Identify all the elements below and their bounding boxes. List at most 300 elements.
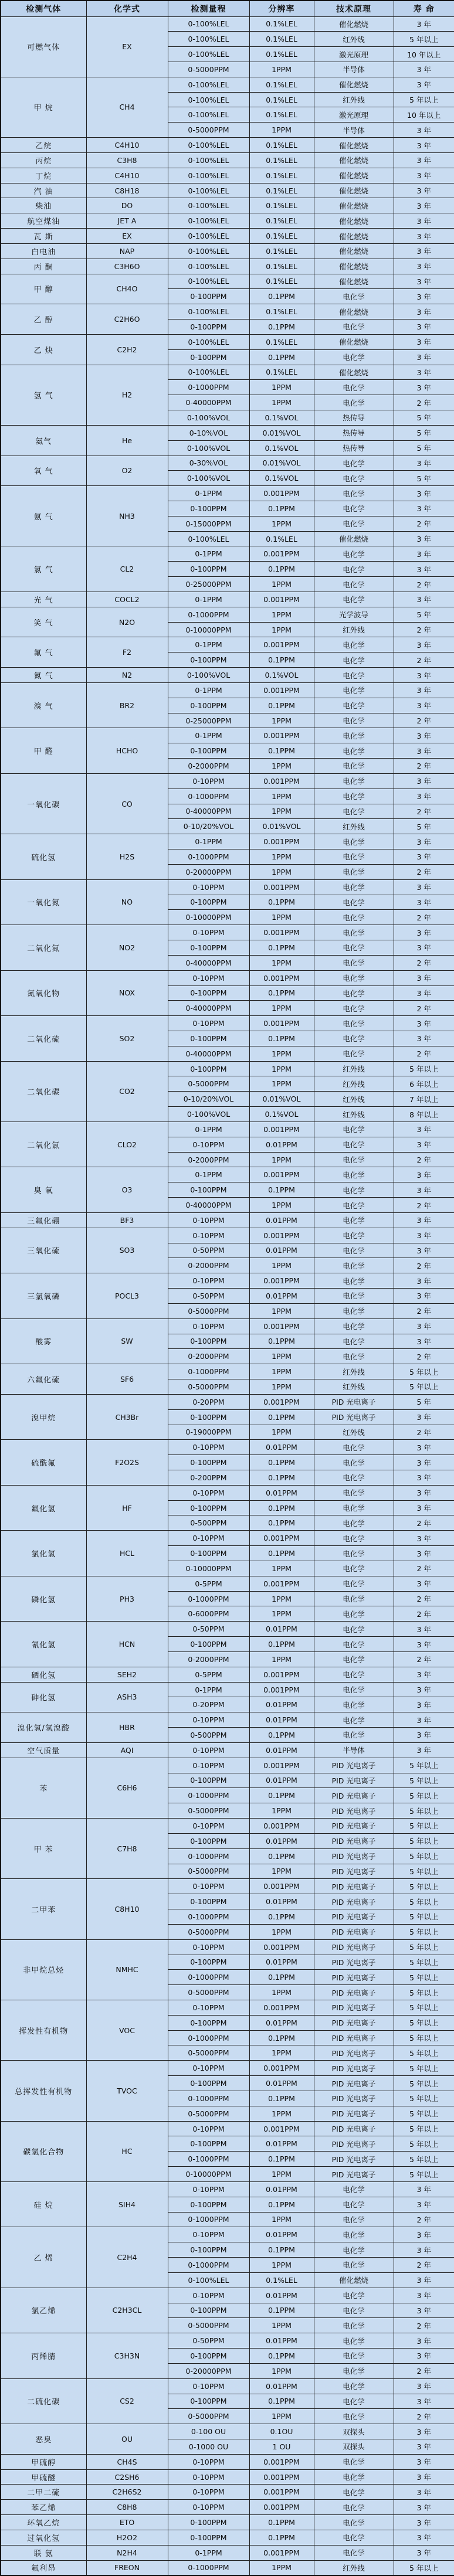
resolution-cell: 0.001PPM	[249, 1122, 314, 1137]
table-row	[1, 1531, 454, 1546]
lifespan-cell: 5 年以上	[394, 1894, 454, 1909]
range-cell: 0-20000PPM	[168, 864, 249, 879]
table-row	[1, 925, 454, 940]
principle-cell: 电化学	[314, 1122, 394, 1137]
formula-cell: CH4	[86, 77, 168, 137]
lifespan-cell: 2 年	[394, 577, 454, 592]
resolution-cell: 0.001PPM	[249, 1318, 314, 1334]
resolution-cell: 0.001PPM	[249, 1819, 314, 1834]
gas-name-cell: 二氧化硫	[1, 1016, 86, 1061]
range-cell: 0-1000PPM	[168, 380, 249, 395]
range-cell: 0-100%LEL	[168, 92, 249, 107]
principle-cell: 电化学	[314, 1440, 394, 1455]
principle-cell: 电化学	[314, 2258, 394, 2273]
gas-name-cell: 氯乙烯	[1, 2288, 86, 2333]
formula-cell: C2H6O	[86, 304, 168, 335]
gas-name-cell: 二氧化碳	[1, 1061, 86, 1122]
range-cell: 0-25000PPM	[168, 577, 249, 592]
lifespan-cell: 5 年以上	[394, 1803, 454, 1819]
principle-cell: 红外线	[314, 1092, 394, 1107]
resolution-cell: 1PPM	[249, 123, 314, 138]
range-cell: 0-5000PPM	[168, 1379, 249, 1395]
lifespan-cell: 3 年	[394, 1485, 454, 1500]
principle-cell: 半导体	[314, 62, 394, 77]
principle-cell: 电化学	[314, 1243, 394, 1258]
formula-cell: SW	[86, 1318, 168, 1364]
lifespan-cell: 3 年	[394, 1667, 454, 1682]
resolution-cell: 0.01%VOL	[249, 819, 314, 834]
gas-name-cell: 氮氧化物	[1, 970, 86, 1015]
resolution-cell: 1PPM	[249, 607, 314, 622]
resolution-cell: 0.1PPM	[249, 1031, 314, 1046]
resolution-cell: 1PPM	[249, 1561, 314, 1576]
resolution-cell: 0.1%VOL	[249, 1107, 314, 1122]
table-row	[1, 2061, 454, 2076]
principle-cell: 电化学	[314, 1455, 394, 1470]
gas-name-cell: 汽 油	[1, 183, 86, 198]
lifespan-cell: 3 年	[394, 2500, 454, 2515]
lifespan-cell: 3 年	[394, 1289, 454, 1304]
range-cell: 0-100PPM	[168, 985, 249, 1001]
gas-name-cell: 二氧化氮	[1, 925, 86, 970]
lifespan-cell: 3 年	[394, 77, 454, 92]
gas-name-cell: 笑 气	[1, 607, 86, 637]
lifespan-cell: 3 年	[394, 789, 454, 804]
formula-cell: N2H4	[86, 2545, 168, 2560]
principle-cell: 电化学	[314, 1167, 394, 1182]
range-cell: 0-1PPM	[168, 486, 249, 501]
range-cell: 0-100PPM	[168, 2394, 249, 2409]
formula-cell: CH4O	[86, 274, 168, 304]
formula-cell: NMHC	[86, 1939, 168, 2000]
table-row	[1, 2515, 454, 2530]
lifespan-cell: 5 年	[394, 410, 454, 426]
range-cell: 0-100PPM	[168, 320, 249, 335]
principle-cell: 电化学	[314, 289, 394, 304]
formula-cell: He	[86, 425, 168, 456]
resolution-cell: 0.01PPM	[249, 1137, 314, 1152]
lifespan-cell: 5 年以上	[394, 92, 454, 107]
table-row	[1, 2000, 454, 2015]
lifespan-cell: 3 年	[394, 2378, 454, 2394]
resolution-cell: 0.1PPM	[249, 653, 314, 668]
table-row	[1, 2485, 454, 2500]
range-cell: 0-1PPM	[168, 1122, 249, 1137]
lifespan-cell: 5 年以上	[394, 2000, 454, 2015]
resolution-cell: 0.1%LEL	[249, 259, 314, 274]
lifespan-cell: 3 年	[394, 849, 454, 865]
range-cell: 0-100%LEL	[168, 152, 249, 168]
formula-cell: F2	[86, 637, 168, 668]
range-cell: 0-100PPM	[168, 349, 249, 365]
principle-cell: 电化学	[314, 759, 394, 774]
principle-cell: 热传导	[314, 410, 394, 426]
range-cell: 0-100PPM	[168, 2015, 249, 2030]
resolution-cell: 0.1PPM	[249, 2349, 314, 2364]
lifespan-cell: 5 年以上	[394, 2061, 454, 2076]
principle-cell: PID 光电离子	[314, 2136, 394, 2152]
principle-cell: 电化学	[314, 1152, 394, 1167]
range-cell: 0-30%VOL	[168, 456, 249, 471]
lifespan-cell: 3 年	[394, 562, 454, 577]
lifespan-cell: 3 年	[394, 1728, 454, 1743]
principle-cell: 电化学	[314, 2303, 394, 2318]
resolution-cell: 0.1PPM	[249, 1788, 314, 1803]
lifespan-cell: 3 年	[394, 682, 454, 698]
lifespan-cell: 3 年	[394, 1531, 454, 1546]
gas-name-cell: 酸雾	[1, 1318, 86, 1364]
gas-name-cell: 氦气	[1, 425, 86, 456]
range-cell: 0-1PPM	[168, 728, 249, 743]
table-row	[1, 1167, 454, 1182]
gas-name-cell: 过氧化氢	[1, 2530, 86, 2545]
gas-name-cell: 六氟化硫	[1, 1364, 86, 1395]
principle-cell: 电化学	[314, 728, 394, 743]
formula-cell: H2S	[86, 834, 168, 879]
resolution-cell: 0.1PPM	[249, 320, 314, 335]
principle-cell: 催化燃烧	[314, 16, 394, 32]
lifespan-cell: 3 年	[394, 1500, 454, 1515]
lifespan-cell: 3 年	[394, 1409, 454, 1425]
principle-cell: 电化学	[314, 1334, 394, 1349]
lifespan-cell: 5 年以上	[394, 2152, 454, 2167]
principle-cell: 电化学	[314, 349, 394, 365]
resolution-cell: 0.001PPM	[249, 1939, 314, 1955]
principle-cell: 红外线	[314, 1379, 394, 1395]
principle-cell: 电化学	[314, 773, 394, 789]
lifespan-cell: 3 年	[394, 773, 454, 789]
resolution-cell: 0.01PPM	[249, 2333, 314, 2349]
resolution-cell: 1PPM	[249, 1864, 314, 1879]
table-row	[1, 668, 454, 683]
gas-name-cell: 氯化氢	[1, 1531, 86, 1576]
gas-name-cell: 非甲烷总烃	[1, 1939, 86, 2000]
lifespan-cell: 3 年	[394, 743, 454, 759]
range-cell: 0-1000PPM	[168, 1788, 249, 1803]
range-cell: 0-100PPM	[168, 2303, 249, 2318]
gas-name-cell: 乙烷	[1, 138, 86, 153]
formula-cell: C3H6O	[86, 259, 168, 274]
range-cell: 0-10PPM	[168, 2121, 249, 2136]
principle-cell: 红外线	[314, 1076, 394, 1092]
formula-cell: HCL	[86, 1531, 168, 1576]
principle-cell: 催化燃烧	[314, 138, 394, 153]
resolution-cell: 0.01PPM	[249, 2288, 314, 2303]
principle-cell: 电化学	[314, 2545, 394, 2560]
principle-cell: PID 光电离子	[314, 2045, 394, 2061]
principle-cell: PID 光电离子	[314, 2121, 394, 2136]
principle-cell: 电化学	[314, 501, 394, 516]
resolution-cell: 0.1PPM	[249, 2030, 314, 2045]
principle-cell: 电化学	[314, 2409, 394, 2424]
range-cell: 0-10000PPM	[168, 2167, 249, 2182]
table-row	[1, 213, 454, 229]
range-cell: 0-500PPM	[168, 1515, 249, 1531]
principle-cell: PID 光电离子	[314, 1879, 394, 1894]
principle-cell: 电化学	[314, 380, 394, 395]
lifespan-cell: 3 年	[394, 895, 454, 910]
formula-cell: C2H3CL	[86, 2288, 168, 2333]
formula-cell: NO	[86, 879, 168, 925]
resolution-cell: 1PPM	[249, 1303, 314, 1318]
formula-cell: POCL3	[86, 1273, 168, 1318]
principle-cell: PID 光电离子	[314, 1394, 394, 1409]
lifespan-cell: 5 年以上	[394, 1848, 454, 1864]
principle-cell: 电化学	[314, 2515, 394, 2530]
lifespan-cell: 3 年	[394, 970, 454, 985]
resolution-cell: 1PPM	[249, 1924, 314, 1939]
gas-name-cell: 丙烯腈	[1, 2333, 86, 2378]
table-row	[1, 2454, 454, 2469]
lifespan-cell: 2 年	[394, 1303, 454, 1318]
gas-name-cell: 柴油	[1, 198, 86, 213]
range-cell: 0-100PPM	[168, 1955, 249, 1970]
lifespan-cell: 5 年以上	[394, 2091, 454, 2106]
principle-cell: 催化燃烧	[314, 2272, 394, 2288]
range-cell: 0-5PPM	[168, 1576, 249, 1591]
column-header-gas: 检测气体	[1, 1, 86, 16]
range-cell: 0-10PPM	[168, 1440, 249, 1455]
lifespan-cell: 5 年以上	[394, 1879, 454, 1894]
table-row	[1, 1819, 454, 1834]
gas-name-cell: 二甲苯	[1, 1879, 86, 1939]
principle-cell: 双探头	[314, 2439, 394, 2455]
resolution-cell: 0.001PPM	[249, 2454, 314, 2469]
table-row	[1, 2500, 454, 2515]
formula-cell: OU	[86, 2424, 168, 2455]
resolution-cell: 1PPM	[249, 910, 314, 925]
resolution-cell: 0.001PPM	[249, 546, 314, 562]
range-cell: 0-100PPM	[168, 1546, 249, 1561]
resolution-cell: 1PPM	[249, 1061, 314, 1076]
gas-name-cell: 可燃气体	[1, 16, 86, 77]
principle-cell: 双探头	[314, 2424, 394, 2439]
lifespan-cell: 5 年以上	[394, 1924, 454, 1939]
table-row	[1, 728, 454, 743]
range-cell: 0-2000PPM	[168, 1349, 249, 1364]
range-cell: 0-1PPM	[168, 1167, 249, 1182]
lifespan-cell: 3 年	[394, 243, 454, 259]
resolution-cell: 0.1%LEL	[249, 229, 314, 244]
range-cell: 0-1000PPM	[168, 2152, 249, 2167]
principle-cell: 电化学	[314, 2454, 394, 2469]
lifespan-cell: 3 年	[394, 274, 454, 289]
table-row	[1, 1667, 454, 1682]
principle-cell: 电化学	[314, 864, 394, 879]
table-row	[1, 879, 454, 895]
resolution-cell: 1PPM	[249, 395, 314, 410]
formula-cell: CS2	[86, 2378, 168, 2424]
formula-cell: SIH4	[86, 2181, 168, 2227]
principle-cell: PID 光电离子	[314, 1788, 394, 1803]
gas-name-cell: 三氯氧磷	[1, 1273, 86, 1318]
table-row	[1, 425, 454, 440]
principle-cell: 催化燃烧	[314, 304, 394, 320]
principle-cell: 电化学	[314, 1531, 394, 1546]
table-row	[1, 1061, 454, 1076]
column-header-lifespan: 寿 命	[394, 1, 454, 16]
principle-cell: 电化学	[314, 834, 394, 849]
formula-cell: O2	[86, 456, 168, 486]
principle-cell: 半导体	[314, 123, 394, 138]
resolution-cell: 0.1PPM	[249, 1470, 314, 1486]
resolution-cell: 0.1PPM	[249, 1182, 314, 1198]
principle-cell: PID 光电离子	[314, 1864, 394, 1879]
table-row	[1, 682, 454, 698]
lifespan-cell: 3 年	[394, 349, 454, 365]
formula-cell: SF6	[86, 1364, 168, 1395]
principle-cell: 电化学	[314, 879, 394, 895]
range-cell: 0-100%LEL	[168, 16, 249, 32]
formula-cell: EX	[86, 16, 168, 77]
lifespan-cell: 5 年	[394, 1394, 454, 1409]
table-row	[1, 274, 454, 289]
formula-cell: CH3Br	[86, 1394, 168, 1439]
range-cell: 0-2000PPM	[168, 759, 249, 774]
resolution-cell: 0.001PPM	[249, 879, 314, 895]
lifespan-cell: 3 年	[394, 1697, 454, 1712]
lifespan-cell: 3 年	[394, 380, 454, 395]
table-row	[1, 486, 454, 501]
principle-cell: 电化学	[314, 2394, 394, 2409]
principle-cell: 电化学	[314, 1712, 394, 1728]
formula-cell: C2H2	[86, 334, 168, 365]
lifespan-cell: 3 年	[394, 198, 454, 213]
resolution-cell: 0.1PPM	[249, 2303, 314, 2318]
range-cell: 0-10PPM	[168, 970, 249, 985]
formula-cell: C7H8	[86, 1819, 168, 1879]
range-cell: 0-100%LEL	[168, 531, 249, 546]
resolution-cell: 0.1PPM	[249, 2152, 314, 2167]
principle-cell: PID 光电离子	[314, 1848, 394, 1864]
formula-cell: FREON	[86, 2560, 168, 2575]
lifespan-cell: 5 年以上	[394, 2030, 454, 2045]
lifespan-cell: 3 年	[394, 1637, 454, 1652]
range-cell: 0-100%LEL	[168, 198, 249, 213]
resolution-cell: 0.1PPM	[249, 2394, 314, 2409]
formula-cell: CH4S	[86, 2454, 168, 2469]
lifespan-cell: 3 年	[394, 2485, 454, 2500]
formula-cell: CL2	[86, 546, 168, 592]
principle-cell: 电化学	[314, 2212, 394, 2227]
resolution-cell: 1PPM	[249, 1198, 314, 1213]
table-row	[1, 1212, 454, 1228]
principle-cell: 电化学	[314, 1728, 394, 1743]
lifespan-cell: 2 年	[394, 2409, 454, 2424]
lifespan-cell: 2 年	[394, 1152, 454, 1167]
gas-name-cell: 硫化氢	[1, 834, 86, 879]
principle-cell: 电化学	[314, 925, 394, 940]
resolution-cell: 0.1PPM	[249, 2530, 314, 2545]
principle-cell: 电化学	[314, 955, 394, 970]
principle-cell: 催化燃烧	[314, 334, 394, 349]
resolution-cell: 0.001PPM	[249, 1576, 314, 1591]
range-cell: 0-100PPM	[168, 1409, 249, 1425]
lifespan-cell: 3 年	[394, 2515, 454, 2530]
lifespan-cell: 5 年以上	[394, 1939, 454, 1955]
lifespan-cell: 2 年	[394, 622, 454, 637]
principle-cell: PID 光电离子	[314, 1833, 394, 1848]
range-cell: 0-100%LEL	[168, 365, 249, 380]
formula-cell: C2H6S2	[86, 2485, 168, 2500]
lifespan-cell: 5 年以上	[394, 1909, 454, 1925]
lifespan-cell: 2 年	[394, 2258, 454, 2273]
gas-name-cell: 氧 气	[1, 456, 86, 486]
principle-cell: 电化学	[314, 1591, 394, 1606]
range-cell: 0-5000PPM	[168, 123, 249, 138]
lifespan-cell: 3 年	[394, 320, 454, 335]
lifespan-cell: 2 年	[394, 713, 454, 728]
range-cell: 0-10PPM	[168, 1712, 249, 1728]
range-cell: 0-100PPM	[168, 2197, 249, 2212]
lifespan-cell: 3 年	[394, 1546, 454, 1561]
range-cell: 0-100PPM	[168, 289, 249, 304]
lifespan-cell: 3 年	[394, 2197, 454, 2212]
gas-name-cell: 甲 醛	[1, 728, 86, 773]
gas-name-cell: 三氟化硼	[1, 1212, 86, 1228]
resolution-cell: 0.1PPM	[249, 1334, 314, 1349]
resolution-cell: 0.01%VOL	[249, 456, 314, 471]
table-row	[1, 2333, 454, 2349]
principle-cell: 红外线	[314, 92, 394, 107]
formula-cell: TVOC	[86, 2061, 168, 2121]
principle-cell: 电化学	[314, 2242, 394, 2258]
lifespan-cell: 3 年	[394, 1682, 454, 1697]
principle-cell: 电化学	[314, 1561, 394, 1576]
principle-cell: PID 光电离子	[314, 2030, 394, 2045]
resolution-cell: 1PPM	[249, 1803, 314, 1819]
range-cell: 0-100PPM	[168, 1833, 249, 1848]
principle-cell: 红外线	[314, 622, 394, 637]
table-row	[1, 637, 454, 653]
gas-name-cell: 苯	[1, 1758, 86, 1818]
range-cell: 0-100%LEL	[168, 334, 249, 349]
principle-cell: 电化学	[314, 849, 394, 865]
resolution-cell: 1PPM	[249, 2045, 314, 2061]
table-row	[1, 1712, 454, 1728]
gas-name-cell: 二甲二硫	[1, 2485, 86, 2500]
lifespan-cell: 3 年	[394, 1470, 454, 1486]
range-cell: 0-100%LEL	[168, 2272, 249, 2288]
resolution-cell: 0.1PPM	[249, 1728, 314, 1743]
table-row	[1, 2227, 454, 2242]
gas-name-cell: 臭 氧	[1, 1167, 86, 1212]
formula-cell: C8H8	[86, 2500, 168, 2515]
gas-name-cell: 白电油	[1, 243, 86, 259]
resolution-cell: 1PPM	[249, 2212, 314, 2227]
range-cell: 0-5000PPM	[168, 1076, 249, 1092]
formula-cell: NOX	[86, 970, 168, 1015]
range-cell: 0-10PPM	[168, 1758, 249, 1773]
resolution-cell: 0.01PPM	[249, 1742, 314, 1758]
principle-cell: 电化学	[314, 1485, 394, 1500]
range-cell: 0-40000PPM	[168, 1046, 249, 1061]
table-row	[1, 2560, 454, 2575]
lifespan-cell: 3 年	[394, 456, 454, 471]
resolution-cell: 0.01PPM	[249, 2227, 314, 2242]
gas-name-cell: 砷化氢	[1, 1682, 86, 1712]
lifespan-cell: 3 年	[394, 2545, 454, 2560]
principle-cell: 电化学	[314, 1637, 394, 1652]
principle-cell: PID 光电离子	[314, 2061, 394, 2076]
resolution-cell: 0.01PPM	[249, 1712, 314, 1728]
range-cell: 0-5000PPM	[168, 2106, 249, 2121]
range-cell: 0-1000PPM	[168, 2030, 249, 2045]
resolution-cell: 0.1%LEL	[249, 92, 314, 107]
principle-cell: PID 光电离子	[314, 1803, 394, 1819]
lifespan-cell: 3 年	[394, 2454, 454, 2469]
lifespan-cell: 2 年	[394, 1001, 454, 1016]
